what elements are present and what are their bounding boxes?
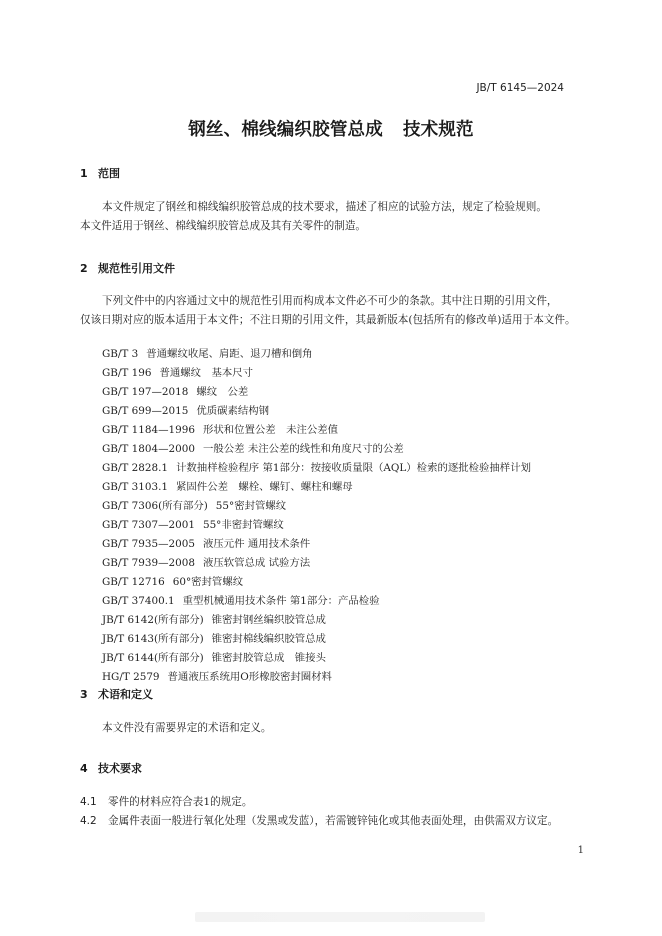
section-3-heading	[80, 686, 153, 702]
reference-item: GB/T 7935—2005 液压元件 通用技术条件	[102, 538, 311, 550]
reference-item: GB/T 196 普通螺纹 基本尺寸	[102, 367, 254, 379]
section-number: 2	[80, 262, 88, 275]
title-main: 钢丝、棉线编织胶管总成	[188, 120, 383, 140]
reference-item: GB/T 7939—2008 液压软管总成 试验方法	[102, 557, 311, 569]
reference-item: HG/T 2579 普通液压系统用O形橡胶密封圈材料	[102, 671, 332, 683]
reference-item: GB/T 699—2015 优质碳素结构钢	[102, 405, 270, 417]
clause-text: 金属件表面一般进行氧化处理（发黑或发蓝），若需镀锌钝化或其他表面处理，由供需双方议定。	[108, 815, 559, 827]
section-2-heading	[80, 260, 175, 276]
reference-item: GB/T 1184—1996 形状和位置公差 未注公差值	[102, 424, 339, 436]
section-title: 规范性引用文件	[98, 262, 175, 275]
section-2-intro-line-1: 下列文件中的内容通过文中的规范性引用而构成本文件必不可少的条款。其中注日期的引用文件，	[102, 295, 558, 307]
reference-item: GB/T 7306(所有部分) 55°密封管螺纹	[102, 500, 287, 512]
reference-item: GB/T 2828.1 计数抽样检验程序 第1部分：按接收质量限（AQL）检索的逐批检验抽样计划	[102, 462, 531, 474]
reference-item: JB/T 6143(所有部分) 锥密封棉线编织胶管总成	[102, 633, 326, 645]
section-3-paragraph-1: 本文件没有需要界定的术语和定义。	[102, 722, 272, 734]
reference-item: GB/T 37400.1 重型机械通用技术条件 第1部分：产品检验	[102, 595, 380, 607]
document-title	[0, 116, 662, 141]
section-2-intro-line-2: 仅该日期对应的版本适用于本文件；不注日期的引用文件，其最新版本(包括所有的修改单)适用于本文件。	[80, 314, 576, 326]
reference-item: GB/T 1804—2000 一般公差 未注公差的线性和角度尺寸的公差	[102, 443, 404, 455]
reference-item: JB/T 6144(所有部分) 锥密封胶管总成 锥接头	[102, 652, 326, 664]
reference-item: GB/T 12716 60°密封管螺纹	[102, 576, 244, 588]
section-title: 技术要求	[98, 762, 142, 775]
title-sub: 技术规范	[402, 120, 474, 140]
section-4-heading	[80, 760, 142, 776]
clause-number: 4.2	[80, 815, 97, 827]
reference-item: GB/T 3103.1 紧固件公差 螺栓、螺钉、螺柱和螺母	[102, 481, 353, 493]
page-number: 1	[577, 845, 584, 856]
reference-item: GB/T 7307—2001 55°非密封管螺纹	[102, 519, 284, 531]
section-1-heading	[80, 165, 120, 181]
section-1-paragraph-2: 本文件适用于钢丝、棉线编织胶管总成及其有关零件的制造。	[80, 220, 367, 232]
section-1-paragraph-1: 本文件规定了钢丝和棉线编织胶管总成的技术要求，描述了相应的试验方法，规定了检验规则。	[102, 201, 547, 213]
section-title: 术语和定义	[98, 688, 153, 701]
reference-item: GB/T 197—2018 螺纹 公差	[102, 386, 249, 398]
clause-4-1	[80, 793, 620, 812]
section-number: 1	[80, 167, 88, 180]
watermark-band	[195, 912, 485, 922]
reference-item: GB/T 3 普通螺纹收尾、肩距、退刀槽和倒角	[102, 348, 313, 360]
normative-references-list	[102, 345, 622, 687]
reference-item: JB/T 6142(所有部分) 锥密封钢丝编织胶管总成	[102, 614, 326, 626]
clause-4-2	[80, 812, 620, 831]
standard-code: JB/T 6145—2024	[476, 82, 564, 94]
section-title: 范围	[98, 167, 120, 180]
clause-number: 4.1	[80, 796, 97, 808]
section-number: 3	[80, 688, 88, 701]
clause-text: 零件的材料应符合表1的规定。	[108, 796, 253, 808]
section-number: 4	[80, 762, 88, 775]
